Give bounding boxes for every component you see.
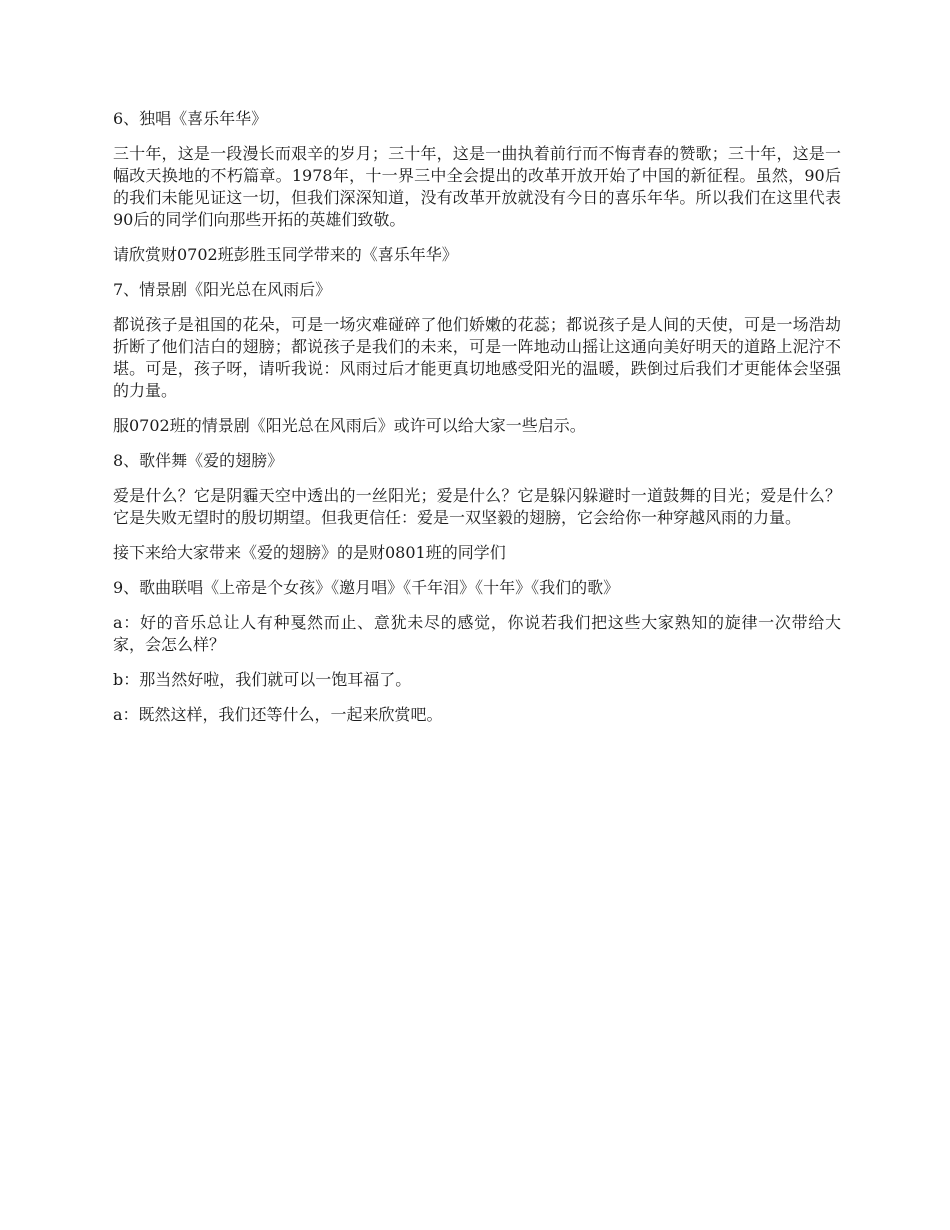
intro-paragraph-6: 三十年，这是一段漫长而艰辛的岁月；三十年，这是一曲执着前行而不悔青春的赞歌；三十年，这是一幅改天换地的不朽篇章。1978年，十一界三中全会提出的改革开放开始了中国的新征程。虽然，90后的我们未能见证这一切，但我们深深知道，没有改革开放就没有今日的喜乐年华。所以我们在这里代表90后的同学们向那些开拓的英雄们致敬。 (113, 144, 841, 229)
announcement-7: 服0702班的情景剧《阳光总在风雨后》或许可以给大家一些启示。 (113, 416, 586, 435)
dialogue-a-2: a：既然这样，我们还等什么，一起来欣赏吧。 (113, 705, 443, 724)
document-page (113, 108, 841, 739)
announcement-8: 接下来给大家带来《爱的翅膀》的是财0801班的同学们 (113, 543, 506, 562)
section-heading-9: 9、歌曲联唱《上帝是个女孩》《邀月唱》《千年泪》《十年》《我们的歌》 (113, 578, 620, 597)
section-heading-8: 8、歌伴舞《爱的翅膀》 (113, 451, 284, 470)
section-heading-6: 6、独唱《喜乐年华》 (113, 109, 268, 128)
announcement-6: 请欣赏财0702班彭胜玉同学带来的《喜乐年华》 (113, 245, 458, 264)
dialogue-a-1: a：好的音乐总让人有种戛然而止、意犹未尽的感觉，你说若我们把这些大家熟知的旋律一次带给大家，会怎么样？ (113, 613, 841, 654)
section-heading-7: 7、情景剧《阳光总在风雨后》 (113, 280, 332, 299)
dialogue-b-1: b：那当然好啦，我们就可以一饱耳福了。 (113, 670, 412, 689)
intro-paragraph-8: 爱是什么？它是阴霾天空中透出的一丝阳光；爱是什么？它是躲闪躲避时一道鼓舞的目光；爱是什么？它是失败无望时的殷切期望。但我更信任：爱是一双坚毅的翅膀，它会给你一种穿越风雨的力量。 (113, 486, 841, 527)
intro-paragraph-7: 都说孩子是祖国的花朵，可是一场灾难碰碎了他们娇嫩的花蕊；都说孩子是人间的天使，可是一场浩劫折断了他们洁白的翅膀；都说孩子是我们的未来，可是一阵地动山摇让这通向美好明天的道路上泥泞不堪。可是，孩子呀，请听我说：风雨过后才能更真切地感受阳光的温暖，跌倒过后我们才更能体会坚强的力量。 (113, 315, 841, 400)
